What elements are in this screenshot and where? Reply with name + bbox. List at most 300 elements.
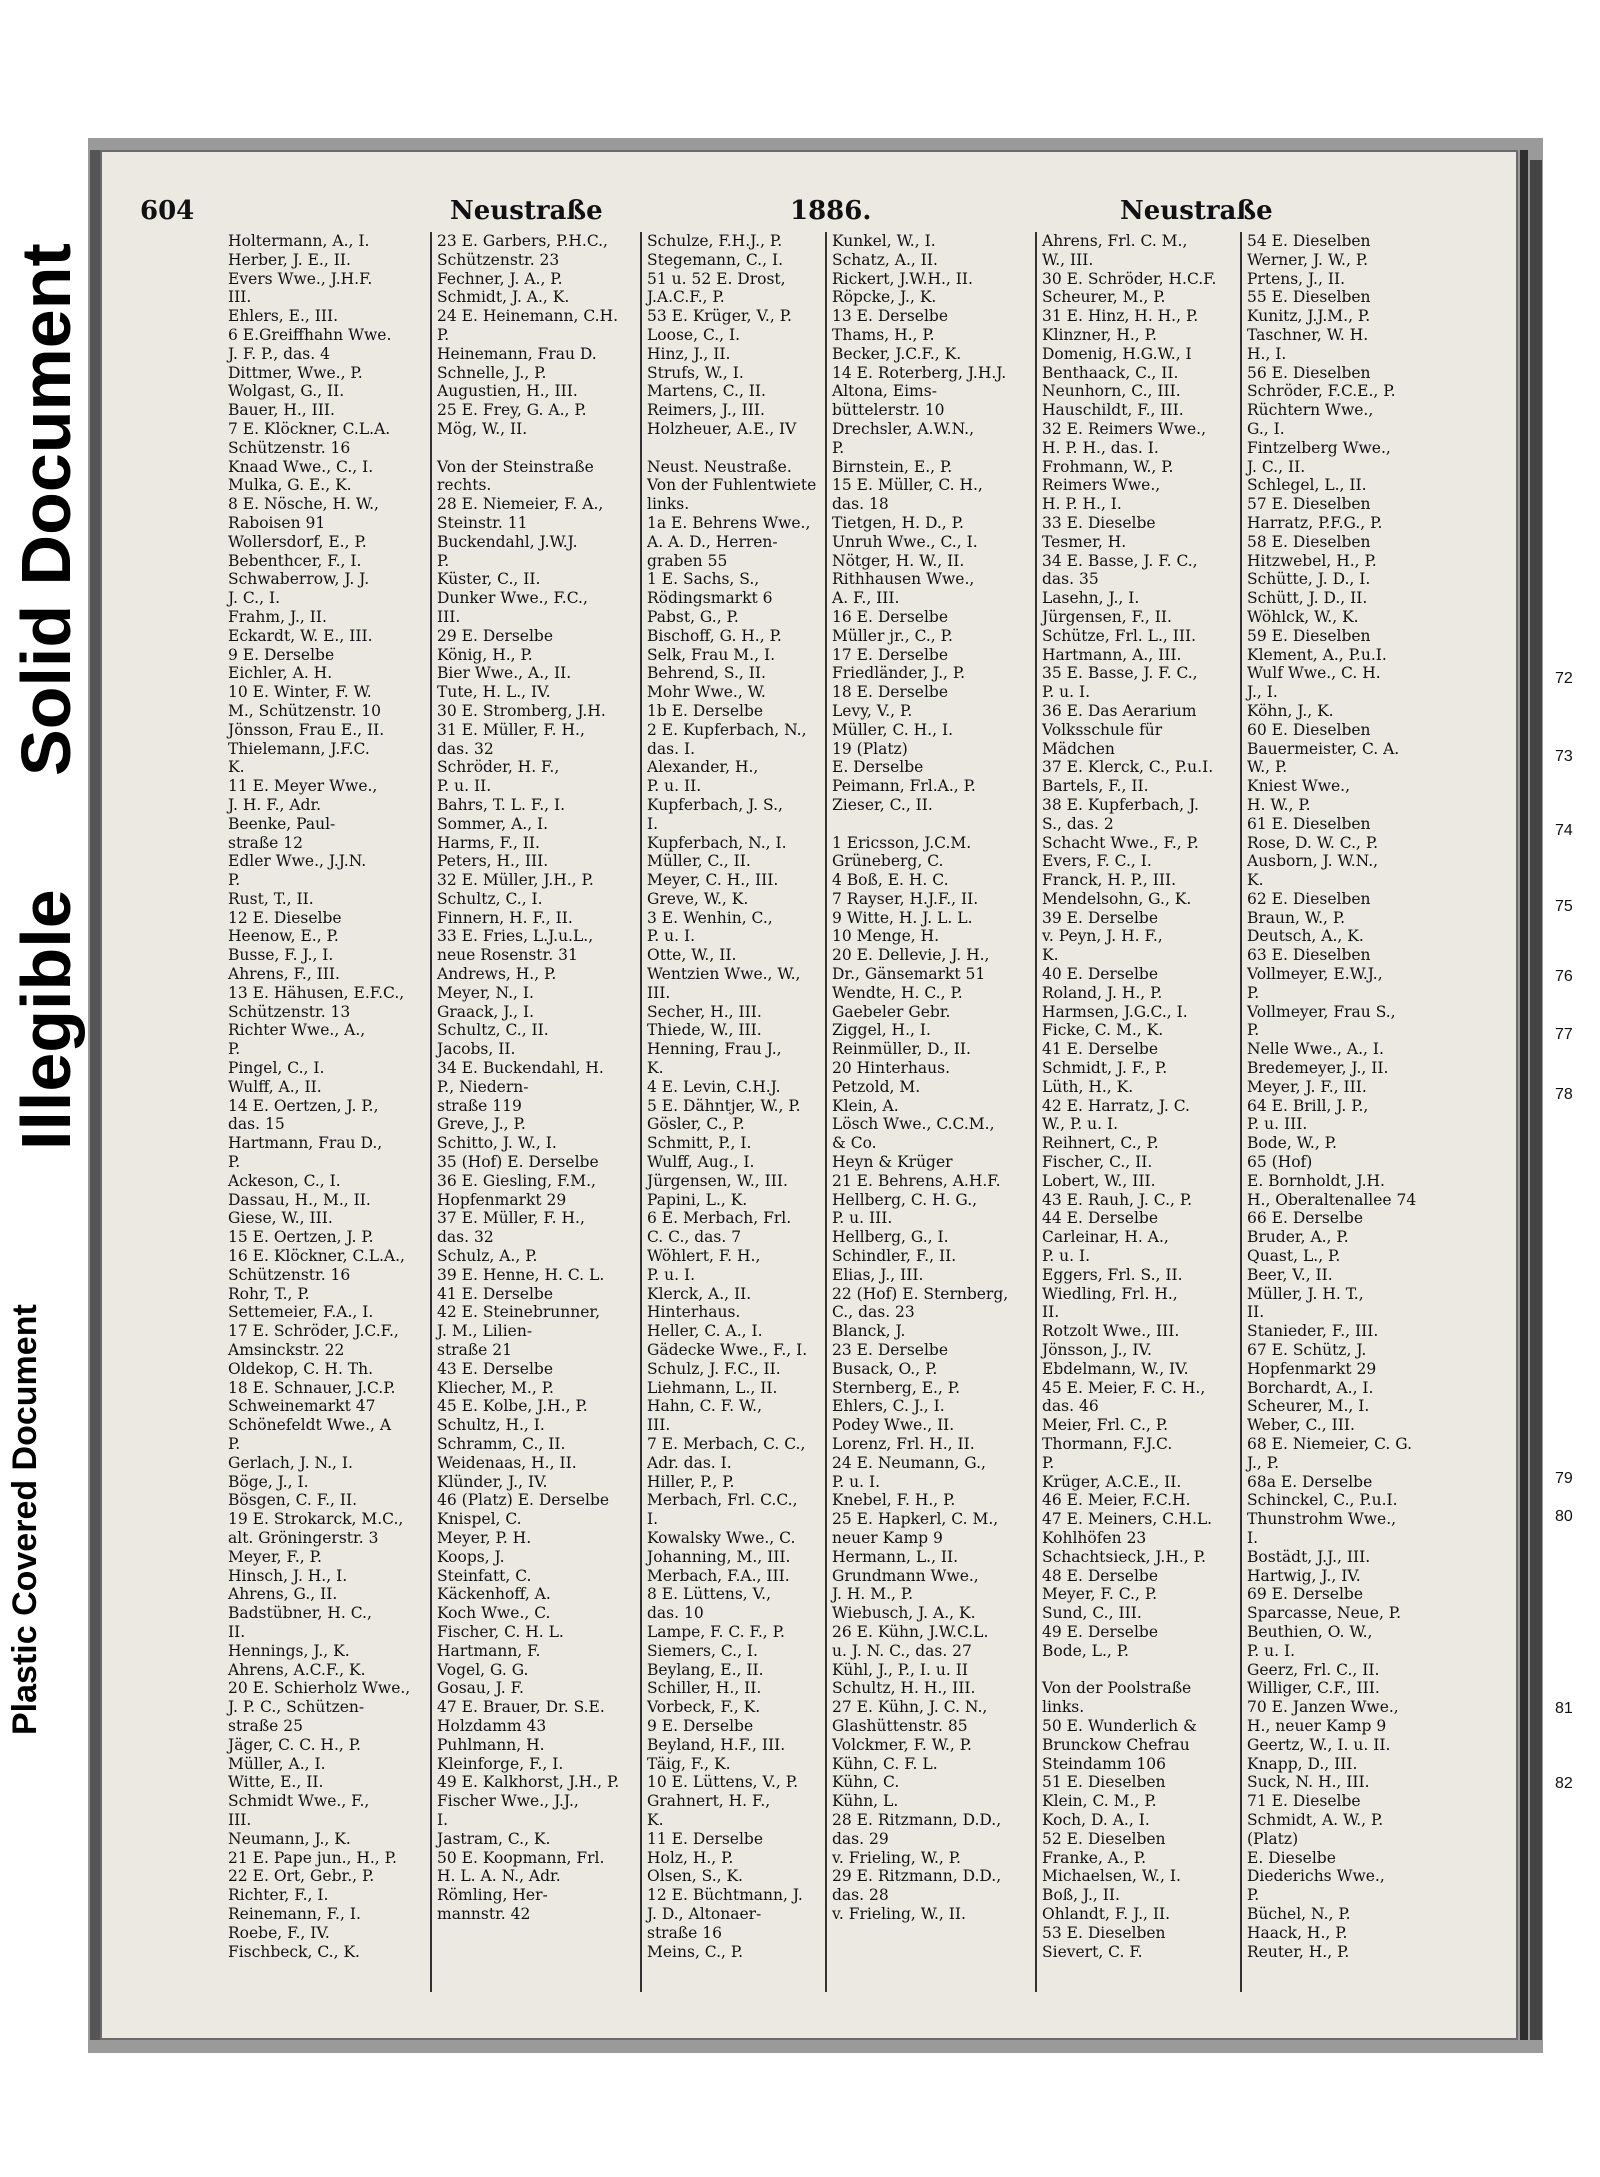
directory-entry: Franck, H. P., III.	[1042, 871, 1177, 890]
directory-entry: 1a E. Behrens Wwe.,	[647, 513, 811, 532]
directory-entry: III.	[647, 983, 671, 1002]
directory-entry: 49 E. Derselbe	[1042, 1622, 1159, 1641]
directory-entry: Holz, H., P.	[647, 1848, 734, 1867]
directory-entry: 55 E. Dieselben	[1247, 288, 1371, 307]
directory-entry: H. P. H., I.	[1042, 495, 1122, 514]
directory-entry: 67 E. Schütz, J.	[1247, 1341, 1367, 1360]
directory-entry: 7 E. Klöckner, C.L.A.	[228, 419, 391, 438]
directory-entry: Heinemann, Frau D.	[437, 344, 597, 363]
directory-entry: Grundmann Wwe.,	[832, 1566, 979, 1585]
directory-entry: Klünder, J., IV.	[437, 1472, 548, 1491]
directory-entry: 29 E. Derselbe	[437, 626, 554, 645]
directory-entry: Geertz, W., I. u. II.	[1247, 1735, 1391, 1754]
directory-entry: Weber, C., III.	[1247, 1416, 1355, 1435]
directory-entry: 29 E. Ritzmann, D.D.,	[832, 1867, 1002, 1886]
directory-entry: 47 E. Brauer, Dr. S.E.	[437, 1698, 605, 1717]
column-2	[437, 232, 640, 2002]
margin-number: 82	[1555, 1775, 1573, 1792]
margin-number: 75	[1555, 898, 1573, 915]
directory-entry: Ziggel, H., I.	[832, 1021, 931, 1040]
directory-entry: Rust, T., II.	[228, 889, 314, 908]
directory-entry: Behrend, S., II.	[647, 664, 766, 683]
directory-entry: Pingel, C., I.	[228, 1059, 325, 1078]
directory-entry: 24 E. Neumann, G.,	[832, 1453, 986, 1472]
directory-entry: Finnern, H. F., II.	[437, 908, 573, 927]
column-3	[647, 232, 850, 2002]
directory-entry: C., das. 23	[832, 1303, 915, 1322]
directory-entry: Meyer, F., P.	[228, 1547, 322, 1566]
directory-entry: P.	[1247, 1886, 1260, 1905]
directory-entry: 35 E. Basse, J. F. C.,	[1042, 664, 1198, 683]
directory-entry: Meyer, P. H.	[437, 1528, 532, 1547]
directory-entry: Von der Poolstraße	[1042, 1679, 1192, 1698]
directory-entry: Vogel, G. G.	[437, 1660, 529, 1679]
directory-entry: H. W., P.	[1247, 795, 1311, 814]
margin-number: 81	[1555, 1700, 1573, 1717]
directory-entry: Rotzolt Wwe., III.	[1042, 1322, 1180, 1341]
directory-entry: III.	[437, 607, 461, 626]
directory-entry: Kliecher, M., P.	[437, 1378, 554, 1397]
directory-entry: das. 35	[1042, 570, 1099, 589]
directory-entry: 5 E. Dähntjer, W., P.	[647, 1096, 801, 1115]
directory-entry: Lasehn, J., I.	[1042, 589, 1140, 608]
directory-entry: Bischoff, G. H., P.	[647, 626, 782, 645]
directory-entry: 25 E. Hapkerl, C. M.,	[832, 1510, 999, 1529]
directory-entry: Sievert, C. F.	[1042, 1942, 1143, 1961]
directory-entry: K.	[1247, 871, 1264, 890]
directory-entry: Dr., Gänsemarkt 51	[832, 965, 986, 984]
directory-entry: Gösler, C., P.	[647, 1115, 745, 1134]
directory-entry: 61 E. Dieselben	[1247, 814, 1371, 833]
directory-entry: 8 E. Lüttens, V.,	[647, 1585, 771, 1604]
directory-entry: Dassau, H., M., II.	[228, 1190, 371, 1209]
directory-entry: Schramm, C., II.	[437, 1435, 566, 1453]
directory-entry: Roebe, F., IV.	[228, 1923, 330, 1942]
directory-entry: (Platz)	[1247, 1829, 1299, 1848]
directory-entry: Schacht Wwe., F., P.	[1042, 833, 1199, 852]
directory-entry: 53 E. Dieselben	[1042, 1923, 1166, 1942]
directory-entry: II.	[1042, 1303, 1060, 1322]
directory-entry: Heller, C. A., I.	[647, 1322, 763, 1341]
directory-entry: Sund, C., III.	[1042, 1604, 1142, 1623]
directory-entry: 63 E. Dieselben	[1247, 946, 1371, 965]
directory-entry: Hopfenmarkt 29	[437, 1190, 567, 1209]
directory-entry: Röpcke, J., K.	[832, 288, 937, 307]
directory-entry: Scheurer, M., I.	[1247, 1397, 1370, 1416]
directory-entry: Stegemann, C., I.	[647, 250, 784, 269]
directory-entry: P.	[1042, 1453, 1055, 1472]
directory-entry: das. 28	[832, 1886, 889, 1905]
directory-entry: Thunstrohm Wwe.,	[1247, 1510, 1397, 1529]
directory-entry: 18 E. Derselbe	[832, 683, 949, 702]
directory-entry: 58 E. Dieselben	[1247, 532, 1371, 551]
solid-document-label: Solid Document	[7, 243, 85, 777]
directory-entry: 10 E. Lüttens, V., P.	[647, 1773, 798, 1792]
directory-entry: P.	[1247, 1021, 1260, 1040]
directory-entry: Martens, C., II.	[647, 382, 766, 401]
margin-line-numbers	[1555, 0, 1595, 2177]
directory-entry: Gädecke Wwe., F., I.	[647, 1341, 808, 1360]
directory-entry: 17 E. Schröder, J.C.F.,	[228, 1322, 399, 1341]
directory-entry: Johanning, M., III.	[647, 1547, 791, 1566]
directory-entry: Klerck, A., II.	[647, 1284, 752, 1303]
directory-entry: 14 E. Roterberg, J.H.J.	[832, 363, 1007, 382]
directory-entry: Krüger, A.C.E., II.	[1042, 1472, 1182, 1491]
directory-entry: Kühn, C.	[832, 1773, 900, 1792]
directory-entry: Ehlers, E., III.	[228, 307, 339, 326]
directory-entry: Schulz, J. F.C., II.	[647, 1359, 781, 1378]
directory-entry: Eggers, Frl. S., II.	[1042, 1265, 1183, 1284]
directory-entry: J., I.	[1247, 683, 1278, 702]
directory-entry: Schmidt, A. W., P.	[1247, 1810, 1384, 1829]
directory-entry: Jacobs, II.	[437, 1040, 516, 1059]
directory-entry: Grahnert, H. F.,	[647, 1792, 771, 1811]
directory-entry: Schulz, A., P.	[437, 1247, 538, 1266]
directory-entry: Boß, J., II.	[1042, 1886, 1120, 1905]
directory-entry: 36 E. Giesling, F.M.,	[437, 1171, 596, 1190]
margin-number: 73	[1555, 748, 1573, 765]
directory-entry: Neunhorn, C., III.	[1042, 382, 1181, 401]
directory-entry: Quast, L., P.	[1247, 1247, 1341, 1266]
directory-entry: 20 Hinterhaus.	[832, 1059, 951, 1078]
directory-entry: Knebel, F. H., P.	[832, 1491, 956, 1510]
directory-entry: Neust. Neustraße.	[647, 457, 792, 476]
directory-entry: Ahrens, G., II.	[228, 1585, 338, 1604]
directory-entry: & Co.	[832, 1134, 877, 1153]
directory-entry: G., I.	[1247, 419, 1285, 438]
directory-entry: 62 E. Dieselben	[1247, 889, 1371, 908]
directory-entry: 44 E. Derselbe	[1042, 1209, 1159, 1228]
directory-entry: straße 16	[647, 1923, 723, 1942]
directory-entry: Beylang, E., II.	[647, 1660, 764, 1679]
directory-entry: Merbach, F.A., III.	[647, 1566, 790, 1585]
directory-entry: Bauer, H., III.	[228, 401, 335, 420]
directory-entry: Altona, Eims-	[832, 382, 937, 401]
column-6	[1247, 232, 1450, 2002]
directory-entry: Von der Fuhlentwiete	[647, 476, 817, 495]
directory-entry: das. 32	[437, 739, 494, 758]
column-1	[228, 232, 431, 2002]
directory-entry: das. 46	[1042, 1397, 1099, 1416]
directory-entry: Nötger, H. W., II.	[832, 551, 965, 570]
directory-entry: 34 E. Basse, J. F. C.,	[1042, 551, 1198, 570]
directory-entry: Podey Wwe., II.	[832, 1416, 955, 1435]
directory-entry: Wentzien Wwe., W.,	[647, 965, 801, 984]
directory-entry: Schütt, J. D., II.	[1247, 589, 1368, 608]
directory-entry: Weidenaas, H., II.	[437, 1453, 577, 1472]
directory-entry: 47 E. Meiners, C.H.L.	[1042, 1510, 1213, 1529]
margin-number: 76	[1555, 968, 1573, 985]
directory-entry: Mög, W., II.	[437, 419, 528, 438]
directory-entry: Vorbeck, F., K.	[647, 1698, 761, 1717]
directory-entry: Geerz, Frl. C., II.	[1247, 1660, 1380, 1679]
directory-entry: Hartmann, Frau D.,	[228, 1134, 383, 1153]
directory-entry: J. H. M., P.	[832, 1585, 914, 1604]
directory-entry: 13 E. Hähusen, E.F.C.,	[228, 983, 405, 1002]
margin-number: 72	[1555, 670, 1573, 687]
directory-entry: Busse, F. J., I.	[228, 946, 334, 965]
directory-entry: Hellberg, C. H. G.,	[832, 1190, 978, 1209]
directory-entry: E. Bornholdt, J.H.	[1247, 1171, 1385, 1190]
directory-entry: Wolgast, G., II.	[228, 382, 345, 401]
directory-entry: Schützenstr. 23	[437, 250, 560, 269]
column-divider	[1240, 232, 1242, 1992]
directory-entry: Tesmer, H.	[1042, 532, 1127, 551]
page-header	[140, 196, 1470, 234]
directory-entry: links.	[1042, 1698, 1085, 1717]
directory-entry: Witte, E., II.	[228, 1773, 324, 1792]
directory-entry: Reuter, H., P.	[1247, 1942, 1350, 1961]
directory-entry: P.	[832, 438, 845, 457]
directory-entry: Fischer, C., II.	[1042, 1153, 1153, 1172]
directory-entry: Nelle Wwe., A., I.	[1247, 1040, 1384, 1059]
page-number: 604	[140, 196, 195, 226]
directory-entry: 7 E. Merbach, C. C.,	[647, 1435, 806, 1453]
directory-entry: Käckenhoff, A.	[437, 1585, 551, 1604]
directory-entry: Schweinemarkt 47	[228, 1397, 376, 1416]
directory-entry: J., P.	[1247, 1453, 1280, 1472]
directory-entry: Steinstr. 11	[437, 513, 528, 532]
directory-entry: Schatz, A., II.	[832, 250, 938, 269]
directory-entry	[647, 439, 850, 458]
directory-entry: Rödingsmarkt 6	[647, 589, 773, 608]
directory-entry: Carleinar, H. A.,	[1042, 1228, 1169, 1247]
directory-entry: 49 E. Kalkhorst, J.H., P.	[437, 1773, 620, 1792]
directory-entry: Fechner, J. A., P.	[437, 269, 563, 288]
directory-entry: Klinzner, H., P.	[1042, 325, 1157, 344]
directory-entry: Beenke, Paul-	[228, 814, 336, 833]
directory-entry: 52 E. Dieselben	[1042, 1829, 1166, 1848]
directory-entry: 14 E. Oertzen, J. P.,	[228, 1096, 379, 1115]
directory-entry: Schwaberrow, J. J.	[228, 570, 370, 589]
directory-entry: 1 Ericsson, J.C.M.	[832, 833, 972, 852]
street-title-right: Neustraße	[1120, 196, 1273, 226]
directory-entry: Thams, H., P.	[832, 325, 935, 344]
directory-entry: Büchel, N., P.	[1247, 1904, 1351, 1923]
directory-entry: Sparcasse, Neue, P.	[1247, 1604, 1402, 1623]
directory-entry: Gaebeler Gebr.	[832, 1002, 951, 1021]
directory-entry: Reinemann, F., I.	[228, 1904, 361, 1923]
directory-entry: Greve, W., K.	[647, 889, 749, 908]
directory-entry: Klement, A., P.u.I.	[1247, 645, 1387, 664]
directory-entry: Meier, Frl. C., P.	[1042, 1416, 1169, 1435]
directory-entry: Hennings, J., K.	[228, 1641, 350, 1660]
directory-entry: 41 E. Derselbe	[1042, 1040, 1159, 1059]
directory-entry: J. F. P., das. 4	[228, 344, 330, 363]
directory-entry: Eckardt, W. E., III.	[228, 626, 373, 645]
directory-entry: Lösch Wwe., C.C.M.,	[832, 1115, 995, 1134]
directory-entry: P. u. III.	[1247, 1115, 1308, 1134]
directory-entry: v. Frieling, W., P.	[832, 1848, 961, 1867]
margin-number: 78	[1555, 1086, 1573, 1103]
directory-entry: Ahrens, F., III.	[228, 965, 340, 984]
directory-entry: Vollmeyer, Frau S.,	[1247, 1002, 1396, 1021]
directory-entry: Schulze, F.H.J., P.	[647, 232, 783, 250]
directory-entry: H. P. H., das. I.	[1042, 438, 1159, 457]
directory-entry: J. C., I.	[228, 589, 281, 608]
directory-entry: 69 E. Derselbe	[1247, 1585, 1364, 1604]
directory-entry: W., P. u. I.	[1042, 1115, 1119, 1134]
directory-entry: Suck, N. H., III.	[1247, 1773, 1370, 1792]
directory-entry: 50 E. Wunderlich &	[1042, 1716, 1197, 1735]
directory-entry: 12 E. Büchtmann, J.	[647, 1886, 803, 1905]
directory-entry: Henning, Frau J.,	[647, 1040, 782, 1059]
directory-entry: 25 E. Frey, G. A., P.	[437, 401, 587, 420]
directory-entry: Pabst, G., P.	[647, 607, 739, 626]
directory-entry: Lorenz, Frl. H., II.	[832, 1435, 975, 1453]
margin-number: 80	[1555, 1508, 1573, 1525]
directory-entry: 4 Boß, E. H. C.	[832, 871, 949, 890]
directory-entry: Reimers, J., III.	[647, 401, 765, 420]
directory-entry: Koch, D. A., I.	[1042, 1810, 1150, 1829]
directory-entry: 10 Menge, H.	[832, 927, 940, 946]
directory-entry: 18 E. Schnauer, J.C.P.	[228, 1378, 396, 1397]
directory-entry: Schnelle, J., P.	[437, 363, 547, 382]
directory-entry: Elias, J., III.	[832, 1265, 924, 1284]
directory-entry: 16 E. Derselbe	[832, 607, 949, 626]
directory-entry: Koch Wwe., C.	[437, 1604, 551, 1623]
directory-entry: Hartmann, A., III.	[1042, 645, 1182, 664]
directory-entry: Schröder, F.C.E., P.	[1247, 382, 1396, 401]
directory-entry: Ficke, C. M., K.	[1042, 1021, 1164, 1040]
directory-entry: das. 32	[437, 1228, 494, 1247]
directory-entry: J. C., II.	[1247, 457, 1306, 476]
directory-entry: Harms, F., II.	[437, 833, 540, 852]
directory-entry: Sommer, A., I.	[437, 814, 549, 833]
directory-entry: H., neuer Kamp 9	[1247, 1716, 1387, 1735]
directory-entry: Bösgen, C. F., II.	[228, 1491, 358, 1510]
directory-entry: 6 E. Merbach, Frl.	[647, 1209, 792, 1228]
directory-entry: Petzold, M.	[832, 1077, 921, 1096]
column-divider	[825, 232, 827, 1992]
directory-entry: J. P. C., Schützen-	[228, 1698, 365, 1717]
directory-entry: Jürgensen, W., III.	[647, 1171, 788, 1190]
directory-entry: Alexander, H.,	[647, 758, 759, 777]
directory-entry: Bode, W., P.	[1247, 1134, 1337, 1153]
directory-entry: Haack, H., P.	[1247, 1923, 1348, 1942]
directory-entry: Bauermeister, C. A.	[1247, 739, 1400, 758]
directory-entry: A. A. D., Herren-	[647, 532, 778, 551]
directory-entry: Olsen, S., K.	[647, 1867, 743, 1886]
directory-entry: 45 E. Kolbe, J.H., P.	[437, 1397, 588, 1416]
directory-entry: Herber, J. E., II.	[228, 250, 351, 269]
directory-entry: Levy, V., P.	[832, 701, 913, 720]
directory-entry: das. 18	[832, 495, 889, 514]
directory-entry: Buckendahl, J.W.J.	[437, 532, 578, 551]
directory-entry: 46 E. Meier, F.C.H.	[1042, 1491, 1191, 1510]
directory-entry: Selk, Frau M., I.	[647, 645, 776, 664]
directory-entry: 24 E. Heinemann, C.H.	[437, 307, 619, 326]
directory-entry: 68a E. Derselbe	[1247, 1472, 1373, 1491]
directory-entry: Hinsch, J. H., I.	[228, 1566, 348, 1585]
directory-entry: Fischer, C. H. L.	[437, 1622, 564, 1641]
directory-entry: v. Peyn, J. H. F.,	[1042, 927, 1163, 946]
directory-entry: P. u. I.	[1042, 1247, 1091, 1266]
directory-entry: straße 119	[437, 1096, 522, 1115]
directory-entry: 43 E. Derselbe	[437, 1359, 554, 1378]
directory-entry: 35 (Hof) E. Derselbe	[437, 1153, 599, 1172]
column-5	[1042, 232, 1245, 2002]
directory-entry: Giese, W., III.	[228, 1209, 333, 1228]
directory-entry	[832, 815, 1035, 834]
directory-entry: 23 E. Garbers, P.H.C.,	[437, 232, 608, 250]
directory-entry: J. H. F., Adr.	[228, 795, 322, 814]
directory-entry: Grüneberg, C.	[832, 852, 944, 871]
illegible-label: Illegible	[7, 889, 85, 1151]
street-title-left: Neustraße	[450, 196, 603, 226]
directory-entry: 30 E. Stromberg, J.H.	[437, 701, 606, 720]
directory-entry: Kunkel, W., I.	[832, 232, 936, 250]
directory-entry: Kunitz, J.J.M., P.	[1247, 307, 1371, 326]
directory-entry: 39 E. Derselbe	[1042, 908, 1159, 927]
directory-entry: 57 E. Dieselben	[1247, 495, 1371, 514]
directory-entry: Diederichs Wwe.,	[1247, 1867, 1385, 1886]
directory-entry: Rüchtern Wwe.,	[1247, 401, 1374, 420]
directory-entry: das. I.	[647, 739, 696, 758]
directory-entry: 60 E. Dieselben	[1247, 720, 1371, 739]
directory-entry: Schmidt Wwe., F.,	[228, 1792, 370, 1811]
directory-entry: Schultz, H., I.	[437, 1416, 545, 1435]
directory-entry: Steindamm 106	[1042, 1754, 1167, 1773]
directory-entry: P. u. I.	[1042, 683, 1091, 702]
directory-entry: 20 E. Schierholz Wwe.,	[228, 1679, 411, 1698]
directory-entry: Volksschule für	[1042, 720, 1163, 739]
directory-entry: Hartmann, F.	[437, 1641, 541, 1660]
directory-entry: Andrews, H., P.	[437, 965, 557, 984]
directory-entry: 12 E. Dieselbe	[228, 908, 342, 927]
directory-entry: J.A.C.F., P.	[647, 288, 725, 307]
directory-entry: S., das. 2	[1042, 814, 1114, 833]
directory-entry: 23 E. Derselbe	[832, 1341, 949, 1360]
directory-entry: Jönsson, J., IV.	[1042, 1341, 1152, 1360]
directory-entry: Holzdamm 43	[437, 1716, 547, 1735]
directory-entry: Küster, C., II.	[437, 570, 541, 589]
directory-entry: Meins, C., P.	[647, 1942, 744, 1961]
directory-entry: Rohr, T., P.	[228, 1284, 310, 1303]
directory-entry: M., Schützenstr. 10	[228, 701, 381, 720]
directory-entry: Hiller, P., P.	[647, 1472, 735, 1491]
directory-entry: Fintzelberg Wwe.,	[1247, 438, 1391, 457]
directory-entry: III.	[228, 288, 252, 307]
page-left-edge	[90, 150, 100, 2040]
directory-entry: Franke, A., P.	[1042, 1848, 1146, 1867]
directory-entry: 22 E. Ort, Gebr., P.	[228, 1867, 375, 1886]
directory-entry: Volckmer, F. W., P.	[832, 1735, 972, 1754]
directory-entry: Otte, W., II.	[647, 946, 737, 965]
directory-entry: 15 E. Müller, C. H.,	[832, 476, 983, 495]
directory-entry: 10 E. Winter, F. W.	[228, 683, 372, 702]
directory-entry: I.	[1247, 1528, 1259, 1547]
directory-entry: H. L. A. N., Adr.	[437, 1867, 561, 1886]
directory-entry: P. u. II.	[647, 777, 702, 796]
directory-entry: Frohmann, W., P.	[1042, 457, 1174, 476]
directory-entry: Thormann, F.J.C.	[1042, 1435, 1173, 1453]
directory-entry: Werner, J. W., P.	[1247, 250, 1369, 269]
directory-entry: Fischbeck, C., K.	[228, 1942, 360, 1961]
directory-entry: Gosau, J. F.	[437, 1679, 524, 1698]
directory-entry: Lampe, F. C. F., P.	[647, 1622, 785, 1641]
directory-entry: alt. Gröningerstr. 3	[228, 1528, 379, 1547]
directory-entry: P.	[437, 551, 450, 570]
directory-entry: das. 15	[228, 1115, 285, 1134]
directory-entry: A. F., III.	[832, 589, 900, 608]
directory-entry: K.	[647, 1059, 664, 1078]
directory-entry: Harratz, P.F.G., P.	[1247, 513, 1383, 532]
directory-entry: Borchardt, A., I.	[1247, 1378, 1374, 1397]
directory-entry: Birnstein, E., P.	[832, 457, 953, 476]
directory-entry: Eichler, A. H.	[228, 664, 333, 683]
directory-entry: 33 E. Fries, L.J.u.L.,	[437, 927, 594, 946]
